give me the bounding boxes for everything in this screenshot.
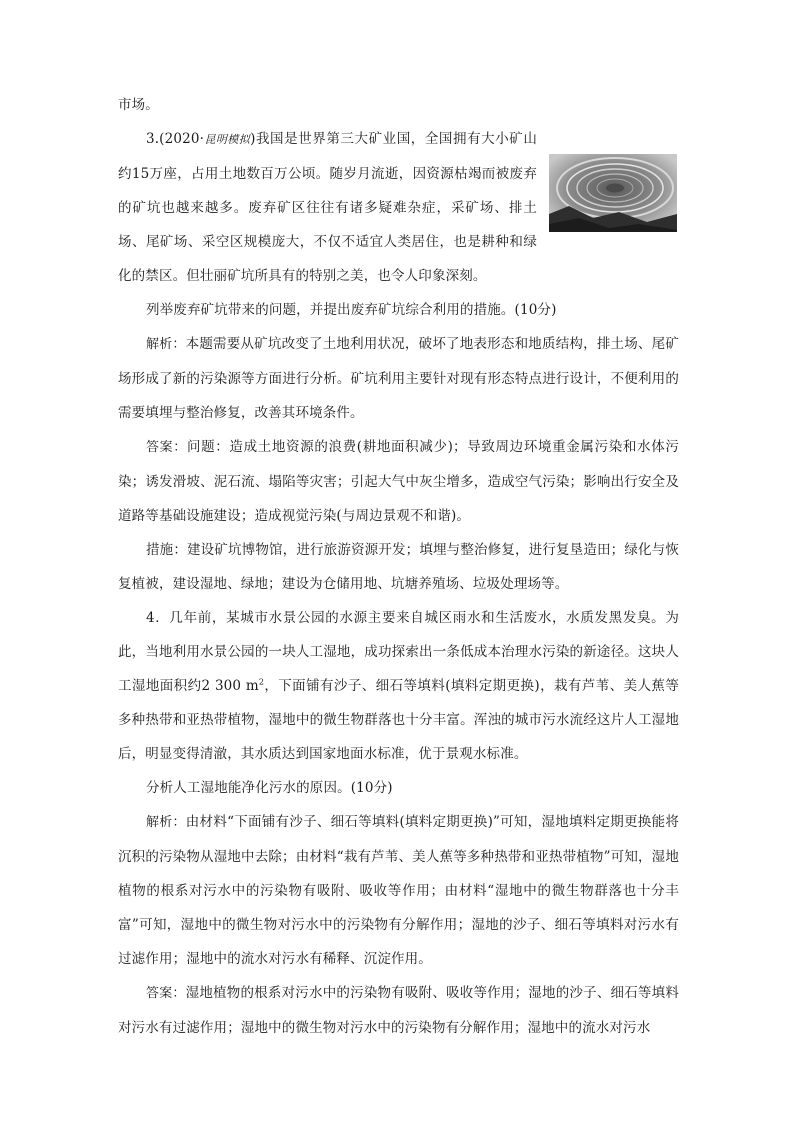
q3-analysis-label: 解析： — [146, 337, 186, 352]
q4-answer-text: 湿地植物的根系对污水中的污染物有吸附、吸收等作用；湿地的沙子、细石等填料对污水有过滤作用；湿地中的微生物对污水中的污染物有分解作用；湿地中的流水对污水 — [118, 985, 679, 1036]
question-3-measures: 措施：建设矿坑博物馆，进行旅游资源开发；填埋与整治修复，进行复垦造田；绿化与恢复植被，建设湿地、绿地；建设为仓储用地、坑塘养殖场、垃圾处理场等。 — [118, 542, 679, 592]
q3-year: 2020· — [164, 131, 205, 147]
question-3-answer — [118, 430, 679, 533]
q4-analysis-label: 解析： — [146, 815, 186, 830]
q4-text-after: ，下面铺有沙子、细石等填料(填料定期更换)，栽有芦苇、美人蕉等多种热带和亚热带植物，湿地中的微生物群落也十分丰富。浑浊的城市污水流经这片人工湿地后，明显变得清澈，其水质达到国家地面水标准，优于景观水标准。 — [118, 678, 679, 762]
q4-unit-superscript: 2 — [258, 677, 265, 687]
q3-analysis-text: 本题需要从矿坑改变了土地利用状况，破坏了地表形态和地质结构，排土场、尾矿场形成了新的污染源等方面进行分析。矿坑利用主要针对现有形态特点进行设计，不便利用的需要填埋与整治修复，改善其环境条件。 — [118, 336, 679, 421]
q3-text: 我国是世界第三大矿业国，全国拥有大小矿山约15万座，占用土地数百万公顷。随岁月流逝，因资源枯竭而被废弃的矿坑也越来越多。废弃矿区往往有诸多疑难杂症，采矿场、排土场、尾矿场、采空区规模庞大，不仅不适宜人类居住，也是耕种和绿化的禁区。但壮丽矿坑所具有的特别之美，也令人印象深刻。 — [118, 131, 538, 284]
page-content — [118, 88, 679, 1045]
q3-answer-label: 答案： — [146, 440, 187, 455]
q3-close: ) — [250, 131, 256, 147]
question-3-prompt: 列举废弃矿坑带来的问题，并提出废弃矿坑综合利用的措施。(10分) — [146, 302, 557, 318]
q4-text-before: 4．几年前，某城市水景公园的水源主要来自城区雨水和生活废水，水质发黑发臭。为此，当地利用水景公园的一块人工湿地，成功探索出一条低成本治理水污染的新途径。这块人工湿地面积约2 300 m — [118, 610, 679, 694]
q3-answer-text: 问题：造成土地资源的浪费(耕地面积减少)；导致周边环境重金属污染和水体污染；诱发滑坡、泥石流、塌陷等灾害；引起大气中灰尘增多，造成空气污染；影响出行安全及道路等基础设施建设；造成视觉污染(与周边景观不和谐)。 — [118, 439, 680, 524]
q3-number: 3.( — [146, 131, 165, 147]
question-4-answer — [118, 976, 679, 1045]
q4-answer-label: 答案： — [146, 986, 186, 1001]
question-4-material — [118, 601, 679, 771]
question-4-analysis — [118, 805, 679, 976]
q3-source: 昆明模拟 — [204, 133, 251, 146]
mine-image — [549, 154, 677, 232]
q4-analysis-text: 由材料“下面铺有沙子、细石等填料(填料定期更换)”可知，湿地填料定期更换能将沉积的污染物从湿地中去除；由材料“栽有芦苇、美人蕉等多种热带和亚热带植物”可知，湿地植物的根系对污水中的污染物有吸附、吸收等作用；由材料“湿地中的微生物群落也十分丰富”可知，湿地中的微生物对污水中的污染物有分解作用；湿地的沙子、细石等填料对污水有过滤作用；湿地中的流水对污水有稀释、沉淀作用。 — [118, 814, 679, 967]
question-3-analysis — [118, 327, 679, 430]
question-4-prompt: 分析人工湿地能净化污水的原因。(10分) — [146, 780, 393, 796]
open-pit-mine-photo — [549, 154, 677, 232]
intro-tail: 市场。 — [118, 97, 159, 113]
